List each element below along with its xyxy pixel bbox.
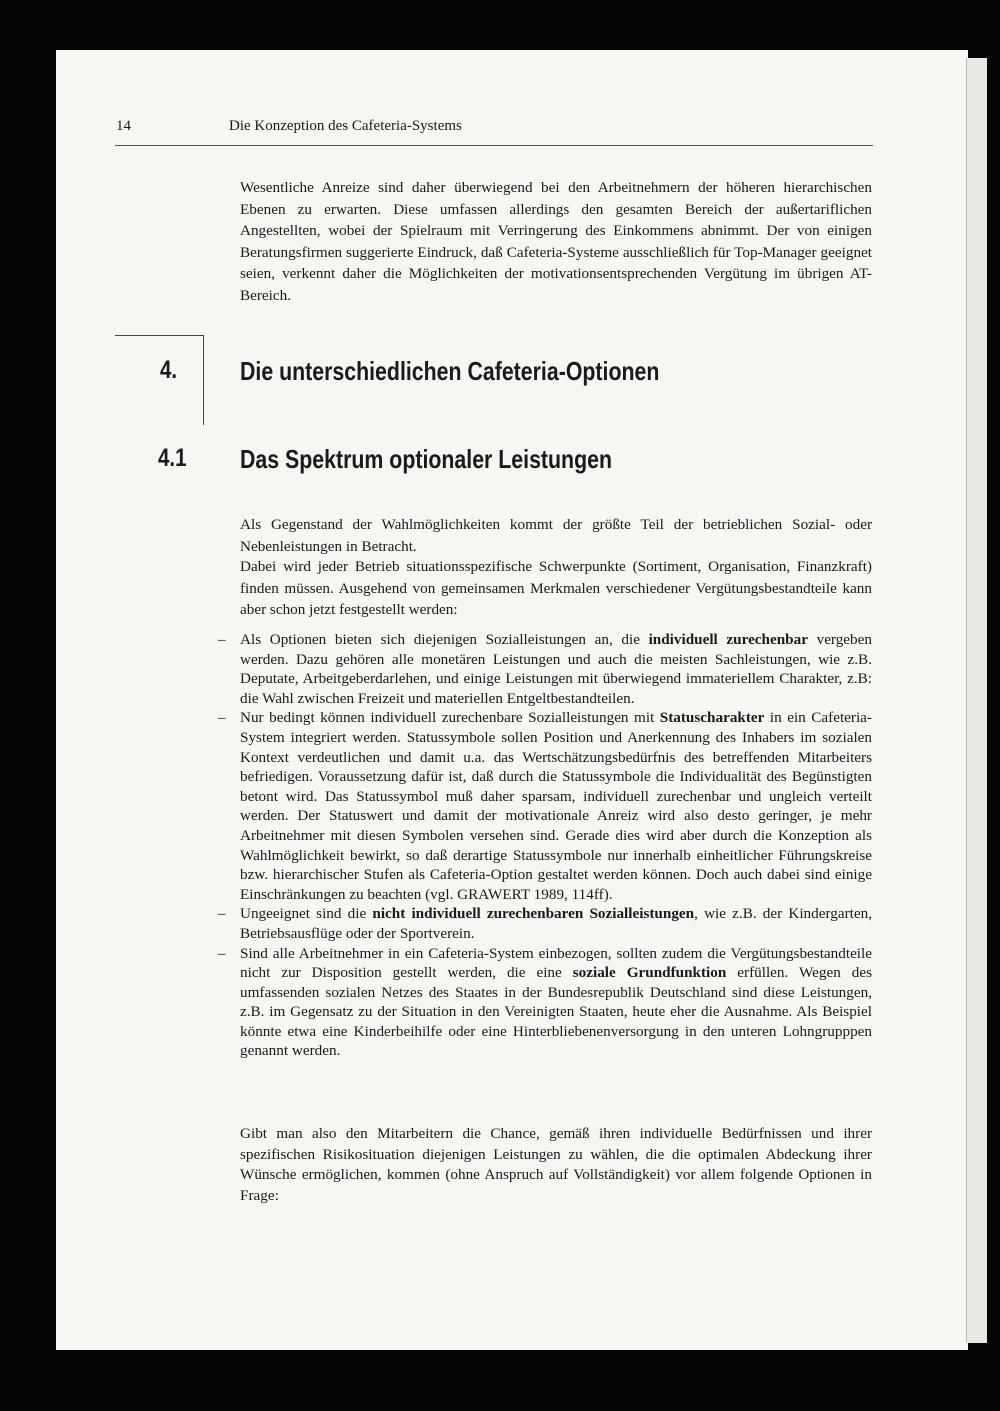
closing-paragraph: Gibt man also den Mitarbeitern die Chance, gemäß ihren individuelle Bedürfnissen und ihrer spezifischen Risikosituation diejenigen Leistungen zu wählen, die die optimalen Abdeckung ihrer Wünsche ermöglichen, kommen (ohne Anspruch auf Vollständigkeit) vor allem folgende Optionen in Frage: xyxy=(240,1125,872,1204)
list-item: – Ungeeignet sind die nicht individuell zurechenbaren Sozialleistungen, wie z.B. der Kindergarten, Betriebsausflüge oder der Sportverein. xyxy=(240,904,872,943)
list-item: – Nur bedingt können individuell zurechenbare Sozialleistungen mit Statuscharakter in ein Cafeteria-System integriert werden. Statussymbole sollen Position und Anerkennung des Inhabers im sozialen Kontext verdeutlichen und damit u.a. das Wertschätzungsbedürfnis des betreffenden Mitarbeiters befriedigen. Voraussetzung dafür ist, daß durch die Statussymbole die Individualität des Begünstigten betont wird. Das Statussymbol muß daher sparsam, individuell zurechenbar und ungleich verteilt werden. Der Statuswert und damit der motivationale Anreiz wird also desto geringer, je mehr Arbeitnehmer mit diesen Symbolen versehen sind. Gerade dies wird aber durch die Konzeption als Wahlmöglichkeit bewirkt, so daß derartige Statussymbole nur innerhalb einheitlicher Führungskreise bzw. hierarchischer Stufen als Cafeteria-Option gestaltet werden können. Doch auch dabei sind einige Einschränkungen zu beachten (vgl. GRAWERT 1989, 114ff). xyxy=(240,708,872,904)
intro-paragraph: Wesentliche Anreize sind daher überwiegend bei den Arbeitnehmern der höheren hierarchischen Ebenen zu erwarten. Diese umfassen allerdings den gesamten Bereich der außertariflichen Angestellten, wobei der Spielraum mit Verringerung des Einkommens abnimmt. Der von einigen Beratungsfirmen suggerierte Eindruck, daß Cafeteria-Systeme ausschließlich für Top-Manager geeignet seien, verkennt daher die Möglichkeiten der motivationsentsprechenden Vergütung im übrigen AT-Bereich. xyxy=(240,179,872,304)
header-rule xyxy=(115,145,873,146)
list-item: – Sind alle Arbeitnehmer in ein Cafeteria-System einbezogen, sollten zudem die Vergütungsbestandteile nicht zur Disposition gestellt werden, die eine soziale Grundfunktion erfüllen. Wegen des umfassenden sozialen Netzes des Staates in der Bundesrepublik Deutschland sind diese Leistungen, z.B. im Gegensatz zu der Situation in den Vereinigten Staaten, heute eher die Ausnahme. Als Beispiel könnte etwa eine Kinderbeihilfe oder eine Hinterbliebenenversorgung in den unteren Lohngrupppen genannt werden. xyxy=(240,944,872,1062)
paragraph: Dabei wird jeder Betrieb situationsspezifische Schwerpunkte (Sortiment, Organisation, Finanzkraft) finden müssen. Ausgehend von gemeinsamen Merkmalen verschiedener Vergütungsbestandteile kann aber schon jetzt festgestellt werden: xyxy=(240,558,872,618)
chapter-bracket-line xyxy=(115,335,203,336)
chapter-title: Die unterschiedlichen Cafeteria-Optionen xyxy=(240,356,660,386)
chapter-number: 4. xyxy=(160,356,178,384)
section-title: Das Spektrum optionaler Leistungen xyxy=(240,444,612,474)
bullet-list xyxy=(240,630,872,1061)
running-title: Die Konzeption des Cafeteria-Systems xyxy=(229,118,462,134)
list-item: – Als Optionen bieten sich diejenigen Sozialleistungen an, die individuell zurechenbar vergeben werden. Dazu gehören alle monetären Leistungen und auch die meisten Sachleistungen, wie z.B. Deputate, Arbeitgeberdarlehen, und einige Leistungen mit überwiegend immateriellem Charakter, z.B: die Wahl zwischen Freizeit und materiellen Entgeltbestandteilen. xyxy=(240,630,872,708)
chapter-bracket-vline xyxy=(203,335,204,425)
section-number: 4.1 xyxy=(158,444,187,472)
next-page-edge xyxy=(966,58,987,1343)
paragraph: Als Gegenstand der Wahlmöglichkeiten kommt der größte Teil der betrieblichen Sozial- oder Nebenleistungen in Betracht. xyxy=(240,516,872,555)
page-number: 14 xyxy=(116,118,131,134)
